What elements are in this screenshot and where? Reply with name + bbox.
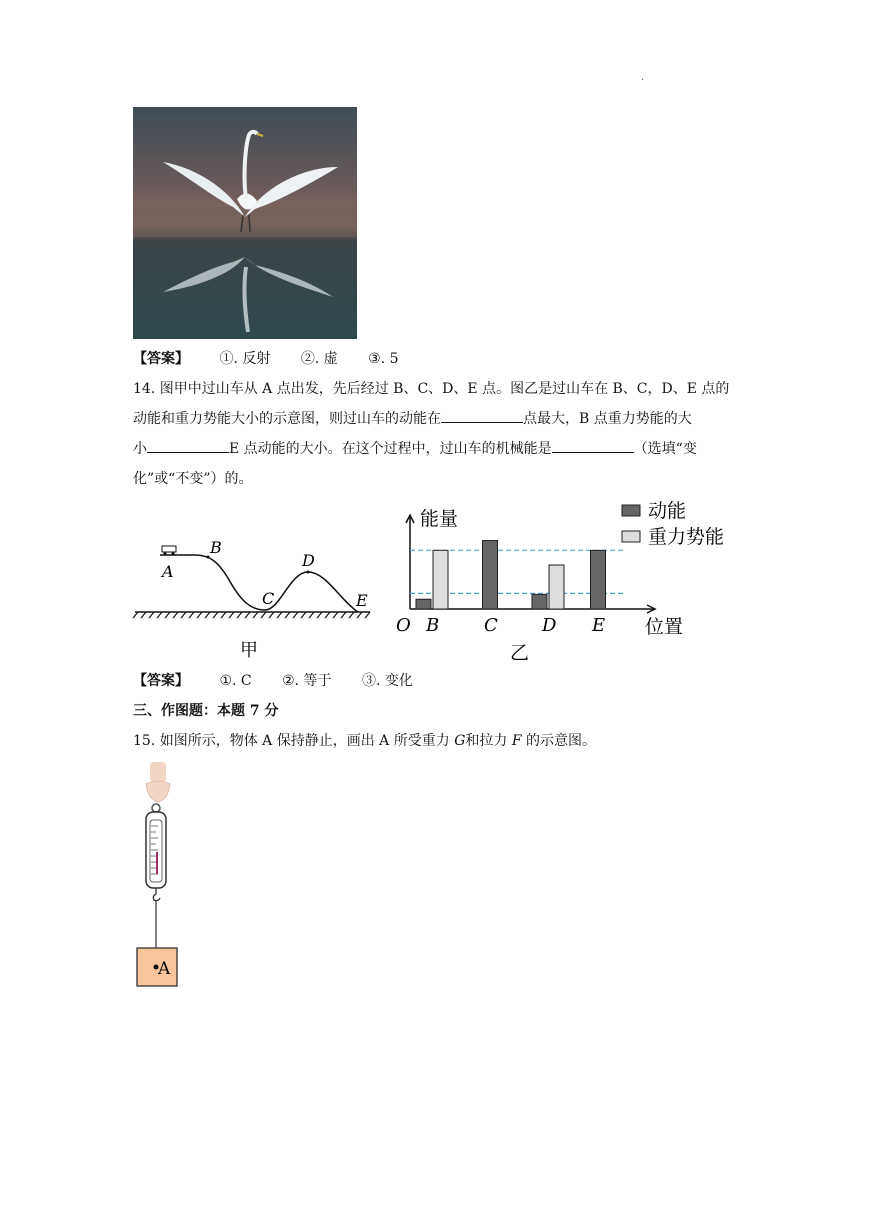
bar-kinetic-C bbox=[483, 541, 498, 609]
question-14-line-1: 14. 图甲中过山车从 A 点出发，先后经过 B、C、D、E 点。图乙是过山车在 B、C，D、E 点的 bbox=[133, 381, 730, 397]
bar-potential-D bbox=[549, 565, 564, 609]
question-15-text: 15. 如图所示，物体 A 保持静止，画出 A 所受重力 bbox=[133, 733, 455, 749]
block-a-label: A bbox=[158, 959, 171, 979]
point-label-e: E bbox=[356, 591, 368, 610]
tick-label-E: E bbox=[592, 615, 606, 636]
answer-blank-3[interactable] bbox=[552, 440, 634, 453]
answer-option-2: ②. 虚 bbox=[300, 351, 338, 367]
origin-label: O bbox=[396, 615, 411, 636]
question-15 bbox=[133, 731, 596, 751]
answer-14 bbox=[133, 671, 413, 691]
question-14-text: 动能和重力势能大小的示意图，则过山车的动能在 bbox=[133, 411, 441, 427]
tick-label-D: D bbox=[542, 615, 557, 636]
bar-kinetic-E bbox=[591, 550, 606, 609]
symbol-f: F bbox=[511, 733, 522, 749]
point-label-b: B bbox=[210, 538, 222, 557]
question-14-text: 点最大，B 点重力势能的大 bbox=[523, 411, 692, 427]
answer-blank-2[interactable] bbox=[147, 440, 229, 453]
track-curve bbox=[160, 555, 358, 612]
answer-option-1: ①. 反射 bbox=[219, 351, 271, 367]
figure-caption-jia: 甲 bbox=[240, 640, 258, 661]
answer-label: 【答案】 bbox=[133, 351, 189, 367]
section-title: 三、作图题：本题 7 分 bbox=[133, 703, 279, 719]
y-axis-label: 能量 bbox=[420, 508, 459, 530]
question-14-text: （选填“变 bbox=[633, 441, 697, 457]
answer-blank-1[interactable] bbox=[441, 410, 523, 423]
question-15-text: 和拉力 bbox=[465, 733, 512, 749]
point-label-a: A bbox=[162, 562, 174, 581]
question-14-text: E 点动能的大小。在这个过程中，过山车的机械能是 bbox=[229, 441, 552, 457]
question-14-line-3 bbox=[133, 439, 697, 459]
point-label-d: D bbox=[302, 551, 315, 570]
legend-label-0: 动能 bbox=[648, 500, 687, 522]
egret-photo bbox=[133, 107, 357, 339]
point-label-c: C bbox=[262, 589, 275, 608]
symbol-g: G bbox=[454, 733, 466, 749]
hand-icon bbox=[146, 762, 170, 802]
bar-potential-B bbox=[433, 550, 448, 609]
legend-label-1: 重力势能 bbox=[648, 526, 725, 548]
header-mark: . bbox=[641, 72, 645, 83]
spring-scale-icon bbox=[146, 812, 166, 888]
spring-scale-figure bbox=[128, 762, 188, 990]
tick-label-C: C bbox=[484, 615, 498, 636]
figure-caption-yi: 乙 bbox=[510, 642, 530, 664]
x-axis-label: 位置 bbox=[645, 616, 684, 638]
bar-kinetic-D bbox=[532, 594, 547, 609]
answer-label: 【答案】 bbox=[133, 673, 189, 689]
tick-label-B: B bbox=[426, 615, 440, 636]
question-14-line-2 bbox=[133, 409, 692, 429]
question-14-line-4: 化”或“不变”）的。 bbox=[133, 471, 253, 487]
answer-option-3: ③. 变化 bbox=[361, 673, 413, 689]
bar-kinetic-B bbox=[416, 599, 431, 609]
ground-hatch bbox=[133, 612, 370, 618]
question-14-text: 小 bbox=[133, 441, 147, 457]
figure-jia-track bbox=[130, 500, 380, 670]
answer-option-3: ③. 5 bbox=[368, 351, 399, 367]
answer-option-2: ②. 等于 bbox=[282, 673, 332, 689]
question-15-text: 的示意图。 bbox=[521, 733, 596, 749]
figure-yi-energy-chart bbox=[390, 495, 740, 670]
legend-swatch-1 bbox=[622, 531, 640, 542]
cart-icon bbox=[162, 546, 176, 556]
answer-13 bbox=[133, 349, 399, 369]
answer-option-1: ①. C bbox=[219, 673, 252, 689]
legend-swatch-0 bbox=[622, 505, 640, 516]
